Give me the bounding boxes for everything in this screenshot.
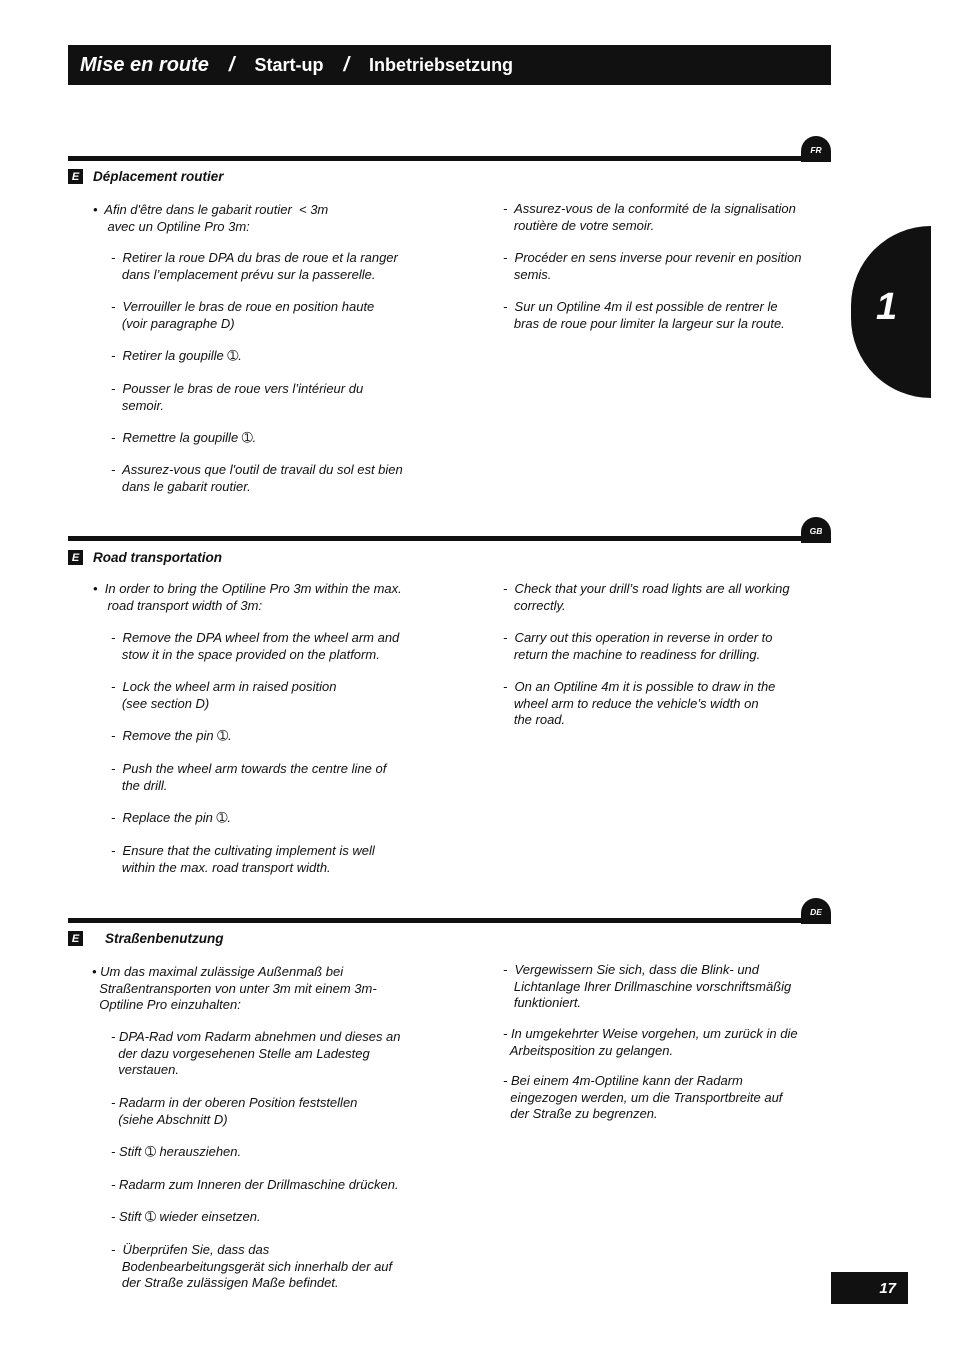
list-item: - Remove the DPA wheel from the wheel arm and stow it in the space provided on the platform.: [111, 630, 400, 662]
list-item: - Check that your drill’s road lights are all working correctly.: [503, 581, 790, 613]
page-number: 17: [831, 1272, 908, 1304]
section-fr: [68, 136, 831, 506]
chapter-number: 1: [876, 286, 898, 328]
list-item: - Vergewissern Sie sich, dass die Blink- und Lichtanlage Ihrer Drillmaschine vorschriftsmäßig funktioniert.: [503, 962, 792, 1010]
list-item: - Verrouiller le bras de roue en position haute (voir paragraphe D): [111, 299, 375, 331]
section-title-text: Road transportation: [93, 550, 223, 565]
list-item: - On an Optiline 4m it is possible to draw in the wheel arm to reduce the vehicle’s width on the road.: [503, 679, 776, 727]
list-item: - Stift ➀ wieder einsetzen.: [111, 1209, 261, 1224]
section-rule: [68, 156, 831, 161]
language-badge-fr: FR: [801, 136, 831, 162]
language-badge-gb: GB: [801, 517, 831, 543]
list-item: - Assurez-vous que l'outil de travail du sol est bien dans le gabarit routier.: [111, 462, 403, 494]
list-item: - Radarm zum Inneren der Drillmaschine drücken.: [111, 1177, 399, 1192]
list-item: - Radarm in der oberen Position feststellen (siehe Abschnitt D): [111, 1095, 358, 1127]
list-item: - DPA-Rad vom Radarm abnehmen und dieses an der dazu vorgesehenen Stelle am Ladesteg verstauen.: [111, 1029, 401, 1077]
list-item: - Retirer la roue DPA du bras de roue et la ranger dans l’emplacement prévu sur la passerelle.: [111, 250, 398, 282]
list-item: - Ensure that the cultivating implement is well within the max. road transport width.: [111, 843, 375, 875]
list-item: - Carry out this operation in reverse in order to return the machine to readiness for drilling.: [503, 630, 773, 662]
list-item: - Sur un Optiline 4m il est possible de rentrer le bras de roue pour limiter la largeur sur la route.: [503, 299, 785, 331]
list-item: - Replace the pin ➀.: [111, 810, 232, 825]
section-title-de: [68, 931, 224, 946]
section-rule: [68, 536, 831, 541]
list-item: - Remettre la goupille ➀.: [111, 430, 257, 445]
list-item: - Lock the wheel arm in raised position (see section D): [111, 679, 337, 711]
list-item: - Push the wheel arm towards the centre line of the drill.: [111, 761, 387, 793]
list-item: • Um das maximal zulässige Außenmaß bei Straßentransporten von unter 3m mit einem 3m- Optiline Pro einzuhalten:: [92, 964, 377, 1012]
language-badge-de: DE: [801, 898, 831, 924]
list-item: - In umgekehrter Weise vorgehen, um zurück in die Arbeitsposition zu gelangen.: [503, 1026, 798, 1058]
list-item: - Procéder en sens inverse pour revenir en position semis.: [503, 250, 802, 282]
header-title-fr: Mise en route: [80, 53, 209, 76]
list-item: • In order to bring the Optiline Pro 3m within the max. road transport width of 3m:: [93, 581, 402, 613]
header-title-de: Inbetriebsetzung: [369, 54, 514, 75]
section-rule: [68, 918, 831, 923]
list-item: - Bei einem 4m-Optiline kann der Radarm eingezogen werden, um die Transportbreite auf der Straße zu begrenzen.: [503, 1073, 783, 1121]
list-item: - Überprüfen Sie, dass das Bodenbearbeitungsgerät sich innerhalb der auf der Straße zulässigen Maße befindet.: [111, 1242, 393, 1290]
section-title-text: Déplacement routier: [93, 169, 224, 184]
page-header: [68, 45, 831, 85]
list-item: - Remove the pin ➀.: [111, 728, 232, 743]
header-separator: /: [343, 53, 350, 76]
section-marker: E: [68, 550, 83, 565]
list-item: - Pousser le bras de roue vers l’intérieur du semoir.: [111, 381, 364, 413]
header-title-gb: Start-up: [254, 54, 324, 75]
section-de: [68, 898, 831, 1298]
list-item: - Stift ➀ herausziehen.: [111, 1144, 242, 1159]
section-title-text: Straßenbenutzung: [105, 931, 224, 946]
list-item: - Assurez-vous de la conformité de la signalisation routière de votre semoir.: [503, 201, 796, 233]
list-item: • Afin d'être dans le gabarit routier < 3m avec un Optiline Pro 3m:: [93, 202, 329, 234]
section-gb: [68, 517, 831, 887]
list-item: - Retirer la goupille ➀.: [111, 348, 242, 363]
section-marker: E: [68, 931, 83, 946]
section-title-fr: [68, 169, 224, 184]
header-separator: /: [228, 53, 235, 76]
section-marker: E: [68, 169, 83, 184]
section-title-gb: [68, 550, 222, 565]
